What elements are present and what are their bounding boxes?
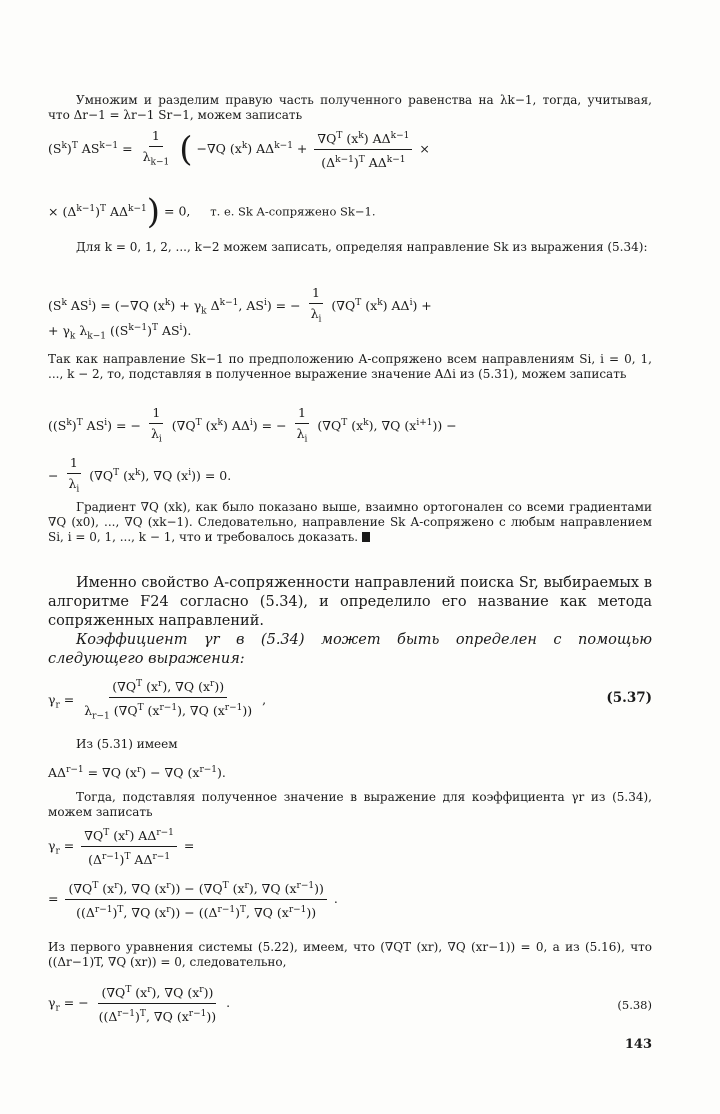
paragraph-gradient: Градиент ∇Q (xk), как было показано выше, взаимно ортогонален со всеми градиентами ∇Q (x0), ..., ∇Q (xk−1). Следовательно, направление Sk A-сопряжено с любым направлением Si, i = 0, 1, ..., k − 1, что и требовалось доказать.	[48, 500, 652, 544]
equation-5-37: $\gamma_r$ = $\frac{(\nabla Q^T (x^r), \nabla Q (x^r))}{\lambda_{r-1} (\nabla Q^T (x^{r-1}), \nabla Q (x^{r-1}))}$ ,	[48, 676, 652, 725]
paragraph-multiply: Умножим и разделим правую часть полученного равенства на λk−1, тогда, учитывая, что Δr−1 = λr−1 Sr−1, можем записать	[48, 93, 652, 122]
paragraph-first-equation: Из первого уравнения системы (5.22), имеем, что (∇QT (xr), ∇Q (xr−1)) = 0, а из (5.16), что ((Δr−1)T, ∇Q (xr)) = 0, следовательно,	[48, 940, 652, 969]
equation-sk-asi-cont: + $\gamma_k$ $\lambda_{k-1}$ ($(S^{k-1})^T$ $AS^i$).	[48, 323, 192, 342]
equation-gamma-1: $\gamma_r$ = $\frac{\nabla Q^T (x^r) A\Delta^{r-1}}{(\Delta^{r-1})^T A\Delta^{r-1}}$ =	[48, 825, 652, 868]
paragraph-then: Тогда, подставляя полученное значение в выражение для коэффициента γr из (5.34), можем записать	[48, 790, 652, 819]
paragraph-for-k: Для k = 0, 1, 2, ..., k−2 можем записать, определяя направление Sk из выражения (5.34):	[76, 240, 648, 254]
equation-sk-product: $(S^k)^T$ $AS^{k-1}$ = $\frac{1}{\lambda_{k-1}}$ ( −∇Q $(x^k) A\Delta^{k-1}$ + $\frac{\nabla Q^T (x^k) A\Delta^{k-1}}{(\Delta^{k-1})^T A\Delta^{k-1}}$ ×	[48, 128, 430, 171]
equation-sk-t-asi: ($(S^k)^T$ $AS^i$) = − $\frac{1}{\lambda_i}$ ($\nabla Q^T$ $(x^k) A\Delta^i$) = − $\frac{1}{\lambda_i}$ ($\nabla Q^T$ $(x^k)$, ∇Q $(x^{i+1})$) −	[48, 405, 457, 445]
equation-number-5-38: (5.38)	[617, 998, 652, 1012]
equation-sk-product-cont: × $(\Delta^{k-1})^T$ $A\Delta^{k-1}) = 0$, т. е. Sk A-сопряжено Sk−1.	[48, 192, 376, 232]
paragraph-coefficient: Коэффициент γr в (5.34) может быть определен с помощью следующего выражения:	[48, 632, 652, 667]
paragraph-property: Именно свойство A-сопряженности направлений поиска Sr, выбираемых в алгоритме F24 согласно (5.34), и определило его название как метода сопряженных направлений.	[48, 575, 652, 629]
equation-number-5-37: (5.37)	[606, 690, 652, 706]
page-number: 143	[624, 1037, 652, 1052]
equation-sk-t-asi-cont: − $\frac{1}{\lambda_i}$ ($\nabla Q^T$ $(x^k)$, ∇Q $(x^i)) = 0$.	[48, 455, 232, 495]
equation-delta: $A\Delta^{r-1} = \nabla Q$ $(x^r) - \nabla Q$ $(x^{r-1})$.	[48, 765, 226, 781]
end-of-proof-mark	[362, 532, 370, 542]
equation-5-38: $\gamma_r$ = − $\frac{(\nabla Q^T (x^r), \nabla Q (x^r))}{((\Delta^{r-1})^T, \nabla Q (x^{r-1}))}$ .	[48, 982, 652, 1025]
equation-sk-asi: ($S^k$ $AS^i) = (-\nabla Q$ $(x^k) + \gamma_k$ $\Delta^{k-1}$, $AS^i$) = − $\frac{1}{\lambda_i}$ ($\nabla Q^T$ $(x^k) A\Delta^i$) +	[48, 285, 432, 325]
paragraph-from-531: Из (5.31) имеем	[76, 737, 178, 751]
equation-gamma-2: = $\frac{(\nabla Q^T (x^r), \nabla Q (x^r)) - (\nabla Q^T (x^r), \nabla Q (x^{r-1}))}{((\Delta^{r-1})^T, \nabla Q (x^r)) - ((\Delta^{r-1})^T, \nabla Q (x^{r-1}))}$ .	[48, 878, 652, 921]
paragraph-since-direction: Так как направление Sk−1 по предположению A-сопряжено всем направлениям Si, i = 0, 1, ..., k − 2, то, подставляя в полученное выражение значение AΔi из (5.31), можем записать	[48, 352, 652, 381]
